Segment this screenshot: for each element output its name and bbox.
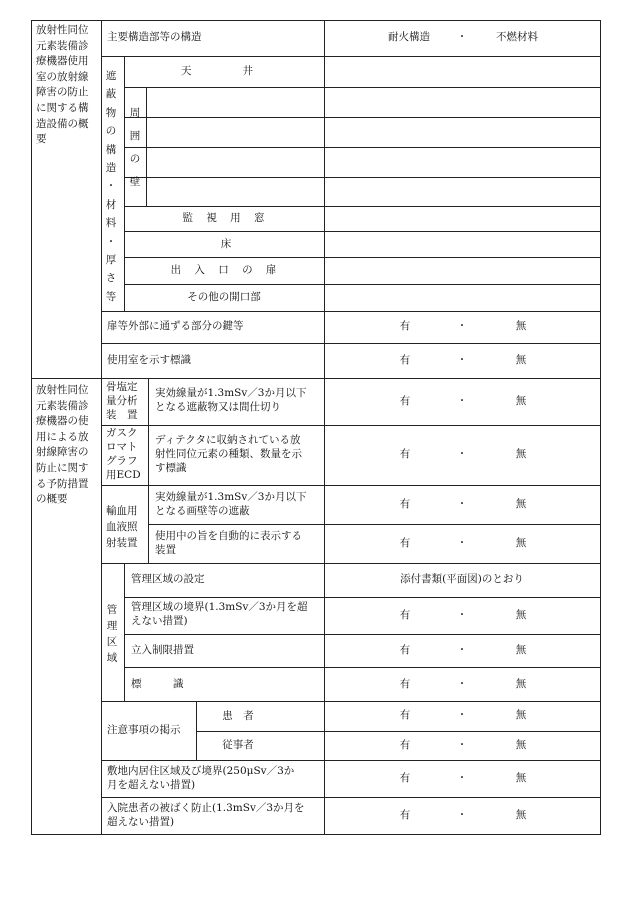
access-limit-yes: 有 bbox=[399, 644, 411, 656]
blood-indicator-no: 無 bbox=[515, 537, 527, 549]
blood-shield-no: 無 bbox=[515, 498, 527, 510]
notice-staff: 従事者 bbox=[222, 739, 254, 751]
shield-label-char: さ bbox=[105, 272, 117, 285]
blood-shield-dot: ・ bbox=[456, 498, 468, 510]
inpatient-yes: 有 bbox=[399, 809, 411, 821]
control-label-char: 管 bbox=[106, 604, 118, 616]
notice-label: 注意事項の掲示 bbox=[107, 724, 181, 736]
grid-line bbox=[146, 177, 601, 178]
room-sign-dot: ・ bbox=[456, 354, 468, 366]
grid-line bbox=[101, 425, 601, 426]
control-setting-value: 添付書類(平面図)のとおり bbox=[400, 573, 524, 585]
ceiling-label: 天 井 bbox=[181, 65, 263, 77]
room-sign-label: 使用室を示す標識 bbox=[107, 354, 191, 366]
section-title-line: 用による放 bbox=[36, 430, 89, 443]
control-boundary-label: 管理区域の境界(1.3mSv／3か月を超 bbox=[131, 601, 308, 613]
blood-device-label: 射装置 bbox=[106, 536, 138, 549]
grid-line bbox=[146, 117, 601, 118]
grid-line bbox=[124, 257, 601, 258]
access-limit-label: 立入制限措置 bbox=[131, 644, 194, 656]
gc-device-label: ガスク bbox=[106, 427, 138, 439]
site-boundary-label: 月を超えない措置) bbox=[107, 779, 196, 791]
door-lock-label: 扉等外部に通ずる部分の鍵等 bbox=[107, 320, 244, 332]
grid-line bbox=[101, 563, 601, 564]
bone-no: 無 bbox=[515, 395, 527, 407]
access-limit-no: 無 bbox=[515, 644, 527, 656]
shield-label-char: ・ bbox=[105, 235, 117, 248]
inpatient-dot: ・ bbox=[456, 809, 468, 821]
bone-yes: 有 bbox=[399, 395, 411, 407]
notice-staff-dot: ・ bbox=[456, 739, 468, 751]
wall-label-char: 壁 bbox=[129, 176, 141, 188]
grid-line bbox=[101, 56, 601, 57]
notice-staff-no: 無 bbox=[515, 739, 527, 751]
grid-line bbox=[124, 597, 601, 598]
shield-label-char: 物 bbox=[105, 106, 117, 119]
shield-label-char: ・ bbox=[105, 180, 117, 193]
blood-shield-yes: 有 bbox=[399, 498, 411, 510]
nonflammable-option: 不燃材料 bbox=[496, 31, 538, 43]
control-boundary-no: 無 bbox=[515, 609, 527, 621]
wall-label-char: 周 bbox=[129, 107, 141, 119]
notice-staff-yes: 有 bbox=[399, 739, 411, 751]
gc-desc: す標識 bbox=[155, 462, 187, 474]
grid-line bbox=[146, 147, 601, 148]
grid-line bbox=[31, 378, 601, 379]
control-boundary-dot: ・ bbox=[456, 609, 468, 621]
grid-line bbox=[101, 797, 601, 798]
control-label-char: 理 bbox=[106, 620, 118, 632]
gc-device-label: 用ECD bbox=[106, 469, 141, 481]
blood-indicator-yes: 有 bbox=[399, 537, 411, 549]
inpatient-no: 無 bbox=[515, 809, 527, 821]
section-title-line: 放射性同位 bbox=[36, 24, 89, 36]
door-lock-dot: ・ bbox=[456, 320, 468, 332]
grid-line bbox=[124, 87, 601, 88]
shield-label-char: 遮 bbox=[105, 70, 117, 82]
window-label: 監 視 用 窓 bbox=[182, 212, 270, 224]
grid-line bbox=[124, 231, 601, 232]
gc-desc: ディテクタに収納されている放 bbox=[155, 434, 301, 446]
grid-line bbox=[148, 524, 601, 525]
main-structure-label: 主要構造部等の構造 bbox=[107, 31, 202, 43]
shield-label-char: 構 bbox=[105, 143, 117, 156]
bone-desc: となる遮蔽物又は間仕切り bbox=[155, 401, 281, 413]
grid-line bbox=[124, 667, 601, 668]
other-opening-label: その他の開口部 bbox=[187, 291, 261, 303]
blood-device-label: 輸血用 bbox=[106, 505, 138, 517]
grid-line bbox=[124, 56, 125, 311]
grid-line bbox=[124, 284, 601, 285]
section-title-line: 療機器の使 bbox=[36, 415, 89, 428]
blood-desc1: となる画壁等の遮蔽 bbox=[155, 505, 250, 517]
bone-device-label: 量分析 bbox=[106, 395, 138, 407]
control-sign-dot: ・ bbox=[456, 678, 468, 690]
section-title-line: 障害の防止 bbox=[36, 86, 89, 99]
wall-label-char: 囲 bbox=[129, 130, 141, 142]
notice-patient-no: 無 bbox=[515, 709, 527, 721]
blood-desc2: 装置 bbox=[155, 544, 176, 556]
gc-dot: ・ bbox=[456, 448, 468, 460]
grid-line bbox=[148, 378, 149, 563]
blood-desc2: 使用中の旨を自動的に表示する bbox=[155, 530, 302, 542]
door-label: 出 入 口 の 扉 bbox=[170, 264, 282, 276]
section-title-line: 防止に関す bbox=[36, 462, 89, 474]
grid-line bbox=[146, 87, 147, 206]
shield-label-char: 料 bbox=[105, 217, 117, 230]
control-boundary-label: えない措置) bbox=[131, 615, 188, 627]
section-title-line: に関する構 bbox=[36, 102, 89, 114]
section-title-line: 要 bbox=[36, 133, 47, 146]
site-boundary-label: 敷地内居住区域及び境界(250μSv／3か bbox=[107, 765, 295, 777]
notice-patient: 患 者 bbox=[222, 710, 254, 722]
gc-device-label: ロマト bbox=[106, 441, 138, 453]
inpatient-label: 超えない措置) bbox=[107, 816, 175, 828]
fireproof-option: 耐火構造 bbox=[388, 31, 430, 43]
gc-desc: 射性同位元素の種類、数量を示 bbox=[155, 448, 302, 460]
door-lock-no: 無 bbox=[515, 320, 527, 332]
control-sign-label: 標 識 bbox=[131, 678, 184, 690]
site-boundary-no: 無 bbox=[515, 772, 527, 784]
gc-device-label: グラフ bbox=[106, 455, 138, 467]
section-title-line: 室の放射線 bbox=[36, 70, 89, 83]
shield-label-char: 等 bbox=[105, 290, 117, 303]
control-boundary-yes: 有 bbox=[399, 609, 411, 621]
control-sign-yes: 有 bbox=[399, 678, 411, 690]
section-title-line: 元素装備診 bbox=[36, 399, 89, 412]
control-setting-label: 管理区域の設定 bbox=[131, 573, 205, 585]
room-sign-yes: 有 bbox=[399, 354, 411, 366]
grid-line bbox=[196, 731, 601, 732]
bone-desc: 実効線量が1.3mSv／3か月以下 bbox=[155, 387, 307, 399]
grid-line bbox=[124, 563, 125, 701]
bone-dot: ・ bbox=[456, 395, 468, 407]
grid-line bbox=[101, 20, 102, 835]
blood-desc1: 実効線量が1.3mSv／3か月以下 bbox=[155, 491, 307, 503]
section-title-line: 放射性同位 bbox=[36, 384, 89, 396]
shield-label-char: 蔽 bbox=[105, 88, 117, 101]
bone-device-label: 装 置 bbox=[106, 409, 138, 421]
access-limit-dot: ・ bbox=[456, 644, 468, 656]
section-title-line: る予防措置 bbox=[36, 477, 89, 490]
site-boundary-dot: ・ bbox=[456, 772, 468, 784]
blood-device-label: 血液照 bbox=[106, 520, 138, 533]
section-title-line: 元素装備診 bbox=[36, 39, 89, 52]
option-separator: ・ bbox=[456, 31, 468, 43]
site-boundary-yes: 有 bbox=[399, 772, 411, 784]
inpatient-label: 入院患者の被ばく防止(1.3mSv／3か月を bbox=[107, 802, 305, 814]
section-title-line: 射線障害の bbox=[36, 446, 89, 459]
control-label-char: 区 bbox=[106, 636, 118, 648]
grid-line bbox=[124, 634, 601, 635]
shield-label-char: 材 bbox=[105, 198, 117, 211]
gc-no: 無 bbox=[515, 448, 527, 460]
control-sign-no: 無 bbox=[515, 678, 527, 690]
grid-line bbox=[101, 311, 601, 312]
grid-line bbox=[101, 485, 601, 486]
grid-line bbox=[101, 701, 601, 702]
wall-label-char: の bbox=[129, 153, 141, 165]
blood-indicator-dot: ・ bbox=[456, 537, 468, 549]
shield-label-char: 造 bbox=[105, 162, 117, 174]
notice-patient-dot: ・ bbox=[456, 709, 468, 721]
floor-label: 床 bbox=[220, 238, 232, 250]
door-lock-yes: 有 bbox=[399, 320, 411, 332]
bone-device-label: 骨塩定 bbox=[106, 381, 138, 393]
grid-line bbox=[124, 206, 601, 207]
section-title-line: 療機器使用 bbox=[36, 55, 89, 68]
grid-line bbox=[101, 343, 601, 344]
section-title-line: 造設備の概 bbox=[36, 117, 89, 130]
control-label-char: 域 bbox=[106, 652, 118, 664]
section-title-line: の概要 bbox=[36, 493, 68, 506]
grid-line bbox=[101, 760, 601, 761]
notice-patient-yes: 有 bbox=[399, 709, 411, 721]
gc-yes: 有 bbox=[399, 448, 411, 460]
room-sign-no: 無 bbox=[515, 354, 527, 366]
shield-label-char: 厚 bbox=[105, 254, 117, 266]
shield-label-char: の bbox=[105, 125, 117, 138]
